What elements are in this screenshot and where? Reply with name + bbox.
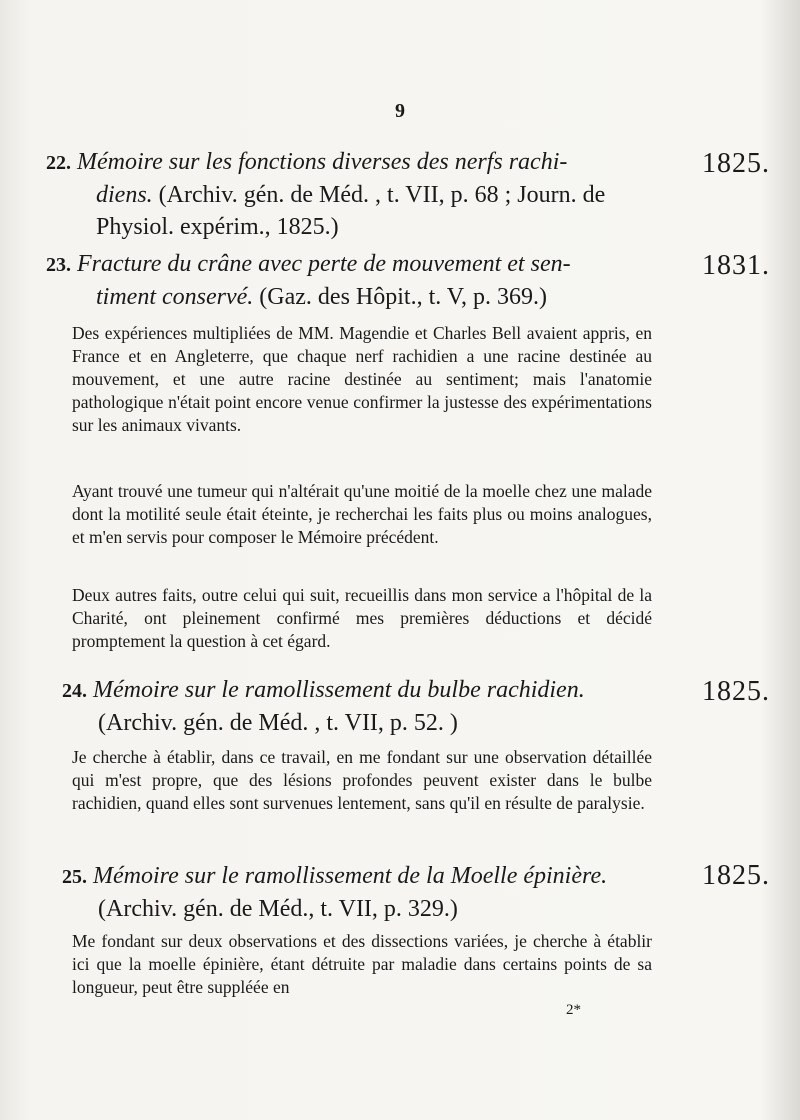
signature-mark: 2*	[566, 1002, 581, 1018]
paragraph: Des expériences multipliées de MM. Magendie et Charles Bell avaient appris, en France et en Angleterre, que chaque nerf rachidien a une racine destinée au mouvement, et une autre racine destinée au sentiment; mais l'anatomie pathologique n'était point encore venue confirmer la justesse des expérimentations sur les animaux vivants.	[72, 323, 652, 435]
entry-number: 25.	[62, 866, 87, 888]
entry-heading	[62, 860, 682, 925]
entry-title: diens.	[96, 182, 153, 208]
paragraph: Deux autres faits, outre celui qui suit, recueillis dans mon service a l'hôpital de la Charité, ont pleinement confirmé mes premières déductions et décidé promptement la question à cet égard.	[72, 585, 652, 651]
entry-heading	[46, 248, 666, 313]
entry-number: 22.	[46, 152, 71, 174]
paragraph: Ayant trouvé une tumeur qui n'altérait qu'une moitié de la moelle chez une malade dont la motilité seule était éteinte, je recherchai les faits plus ou moins analogues, et m'en servis pour composer le Mémoire précédent.	[72, 481, 652, 547]
paragraph: Je cherche à établir, dans ce travail, en me fondant sur une observation détaillée qui m'est propre, que des lésions profondes peuvent exister dans le bulbe rachidien, quand elles sont survenues lentement, sans qu'il en résulte de paralysie.	[72, 747, 652, 813]
entry-22	[0, 146, 800, 243]
entry-title: Mémoire sur le ramollissement de la Moelle épinière.	[93, 863, 608, 889]
paragraph: Me fondant sur deux observations et des dissections variées, je cherche à établir ici que la moelle épinière, étant détruite par maladie dans certains points de sa longueur, peut être suppléée en	[72, 931, 652, 997]
entry-number: 24.	[62, 680, 87, 702]
entry-reference: (Gaz. des Hôpit., t. V, p. 369.)	[253, 284, 548, 310]
entry-title: Fracture du crâne avec perte de mouvement et sen-	[77, 251, 571, 277]
entry-reference: (Archiv. gén. de Méd., t. VII, p. 329.)	[98, 896, 458, 922]
entry-reference: (Archiv. gén. de Méd. , t. VII, p. 52. )	[98, 710, 458, 736]
entry-25	[0, 860, 800, 925]
entry-reference: (Archiv. gén. de Méd. , t. VII, p. 68 ; Journ. de	[152, 182, 606, 208]
entry-year: 1825.	[702, 676, 770, 707]
entry-number: 23.	[46, 254, 71, 276]
entry-year: 1825.	[702, 148, 770, 179]
entry-year: 1825.	[702, 860, 770, 891]
page-number: 9	[395, 100, 405, 122]
entry-reference: Physiol. expérim., 1825.)	[96, 214, 339, 240]
entry-title: Mémoire sur les fonctions diverses des nerfs rachi-	[77, 149, 568, 175]
entry-year: 1831.	[702, 250, 770, 281]
entry-heading	[46, 146, 666, 243]
entry-heading	[62, 674, 682, 739]
entry-title: timent conservé.	[96, 284, 254, 310]
entry-23	[0, 248, 800, 313]
entry-title: Mémoire sur le ramollissement du bulbe rachidien.	[93, 677, 585, 703]
entry-24	[0, 674, 800, 739]
